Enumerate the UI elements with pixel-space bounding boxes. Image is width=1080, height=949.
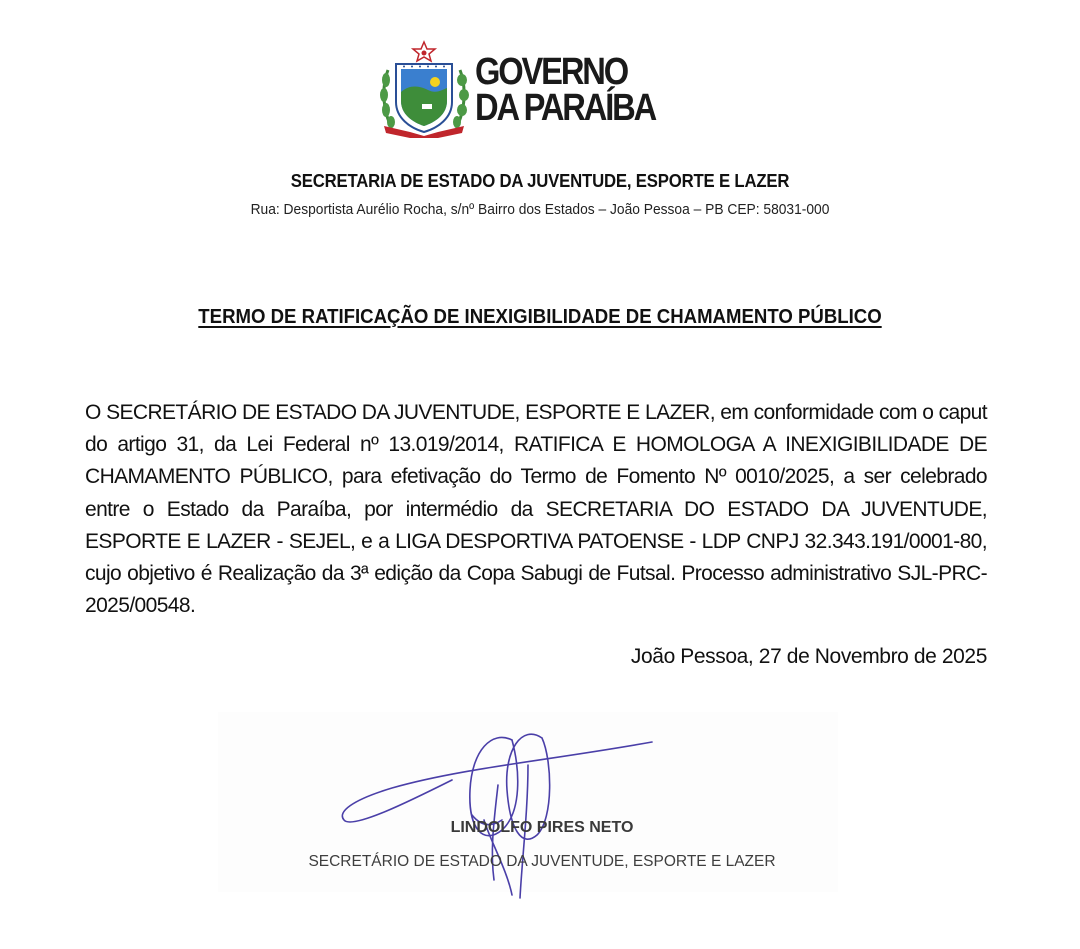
document-body: O SECRETÁRIO DE ESTADO DA JUVENTUDE, ESPORTE E LAZER, em conformidade com o caput do artigo 31, da Lei Federal nº 13.019/2014, RATIFICA E HOMOLOGA A INEXIGIBILIDADE DE CHAMAMENTO PÚBLICO, para efetivação do Termo de Fomento Nº 0010/2025, a ser celebrado entre o Estado da Paraíba, por intermédio da SECRETARIA DO ESTADO DA JUVENTUDE, ESPORTE E LAZER - SEJEL, e a LIGA DESPORTIVA PATOENSE - LDP CNPJ 32.343.191/0001-80, cujo objetivo é Realização da 3ª edição da Copa Sabugi de Futsal. Processo administrativo SJL-PRC-2025/00548. — [85, 401, 987, 618]
paraiba-coat-of-arms-icon — [378, 40, 470, 138]
document-title — [38, 306, 1042, 329]
signer-name: LINDOLFO PIRES NETO — [450, 819, 634, 836]
place-date: João Pessoa, 27 de Novembro de 2025 — [630, 645, 987, 668]
department-address: Rua: Desportista Aurélio Rocha, s/nº Bairro dos Estados – João Pessoa – PB CEP: 58031-000 — [250, 201, 830, 218]
logo-line-1: GOVERNO — [475, 51, 628, 93]
handwritten-signature-icon — [222, 720, 662, 900]
department-name: SECRETARIA DE ESTADO DA JUVENTUDE, ESPORTE E LAZER — [290, 171, 790, 191]
logo-line-2: DA PARAÍBA — [475, 87, 656, 129]
signer-role: SECRETÁRIO DE ESTADO DA JUVENTUDE, ESPORTE E LAZER — [308, 853, 776, 870]
government-logo — [378, 40, 688, 140]
document-title-text: TERMO DE RATIFICAÇÃO DE INEXIGIBILIDADE DE CHAMAMENTO PÚBLICO — [198, 306, 882, 328]
logo-wordmark — [475, 51, 656, 129]
